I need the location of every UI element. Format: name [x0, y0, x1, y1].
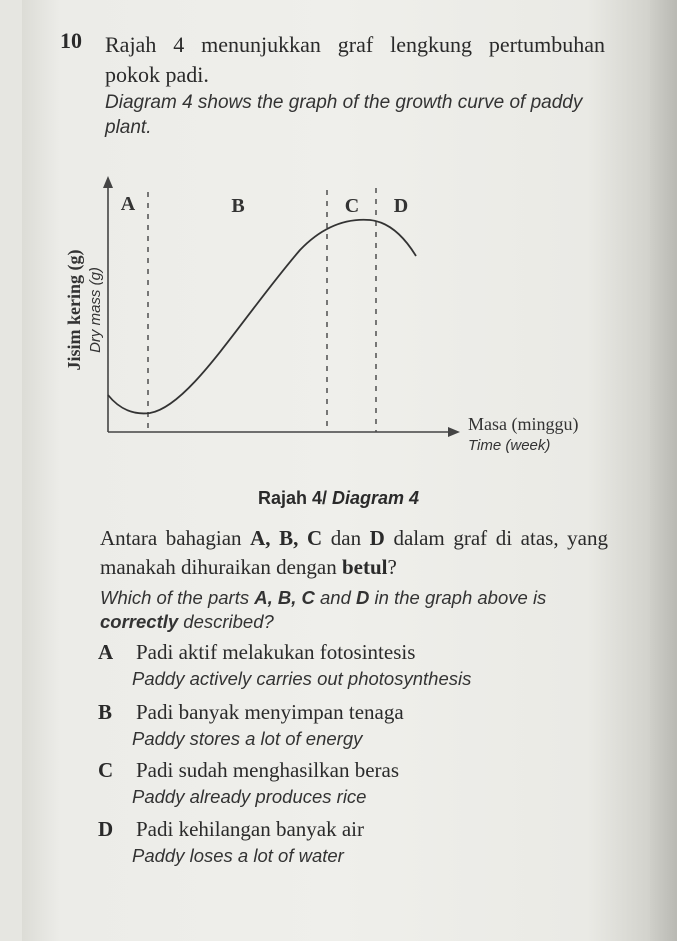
question-number: 10	[60, 28, 82, 53]
x-axis-arrow-icon	[448, 427, 460, 437]
region-label-a: A	[120, 193, 136, 215]
option-text-malay: Padi banyak menyimpan tenaga	[136, 700, 404, 724]
option-letter: C	[98, 758, 114, 782]
prompt-ms-and: dan	[322, 526, 370, 550]
option-letter: D	[98, 817, 114, 841]
y-axis-label-english: Dry mass (g)	[87, 267, 104, 353]
y-axis-arrow-icon	[103, 176, 113, 188]
option-letter: B	[98, 700, 113, 724]
region-label-b: B	[231, 195, 245, 217]
prompt-ms-text: Antara bahagian	[100, 526, 251, 550]
caption-malay: Rajah 4/	[257, 488, 327, 508]
prompt-en-middle: in the graph above is	[369, 587, 547, 608]
prompt-en-and: and	[314, 587, 357, 608]
prompt-ms-d: D	[369, 526, 385, 550]
option-text-english: Paddy actively carries out photosynthesis	[132, 668, 472, 689]
question-prompt-malay	[100, 524, 608, 582]
growth-curve-graph	[60, 170, 620, 470]
region-label-d: D	[393, 195, 409, 217]
prompt-en-parts: A, B, C	[254, 587, 315, 608]
option-text-malay: Padi aktif melakukan fotosintesis	[136, 640, 416, 664]
prompt-en-d: D	[356, 587, 370, 608]
question-prompt-english	[100, 586, 615, 634]
growth-curve	[108, 220, 416, 414]
region-label-c: C	[344, 195, 360, 217]
prompt-ms-emphasis: betul	[342, 555, 388, 579]
prompt-ms-end: ?	[387, 555, 397, 579]
question-title-english: Diagram 4 shows the graph of the growth curve of paddy plant.	[105, 92, 583, 138]
option-text-malay: Padi kehilangan banyak air	[136, 817, 365, 841]
option-text-english: Paddy stores a lot of energy	[132, 728, 363, 749]
option-letter: A	[98, 640, 114, 664]
caption-english: Diagram 4	[332, 488, 420, 508]
y-axis-label-malay: Jisim kering (g)	[64, 249, 84, 371]
prompt-en-text: Which of the parts	[100, 587, 255, 608]
prompt-en-end: described?	[178, 611, 274, 632]
option-text-malay: Padi sudah menghasilkan beras	[136, 758, 400, 782]
question-title-malay: Rajah 4 menunjukkan graf lengkung pertumbuhan pokok padi.	[105, 32, 605, 87]
page-edge-shadow	[650, 0, 677, 941]
prompt-ms-middle: dalam graf di atas, yang manakah dihuraikan dengan	[100, 526, 608, 579]
x-axis-label-english: Time (week)	[468, 437, 551, 454]
diagram-caption	[0, 488, 677, 509]
x-axis-label-malay: Masa (minggu)	[468, 414, 579, 434]
option-text-english: Paddy loses a lot of water	[132, 845, 344, 866]
prompt-ms-parts: A, B, C	[250, 526, 323, 550]
prompt-en-emphasis: correctly	[100, 611, 179, 632]
option-text-english: Paddy already produces rice	[132, 786, 367, 807]
